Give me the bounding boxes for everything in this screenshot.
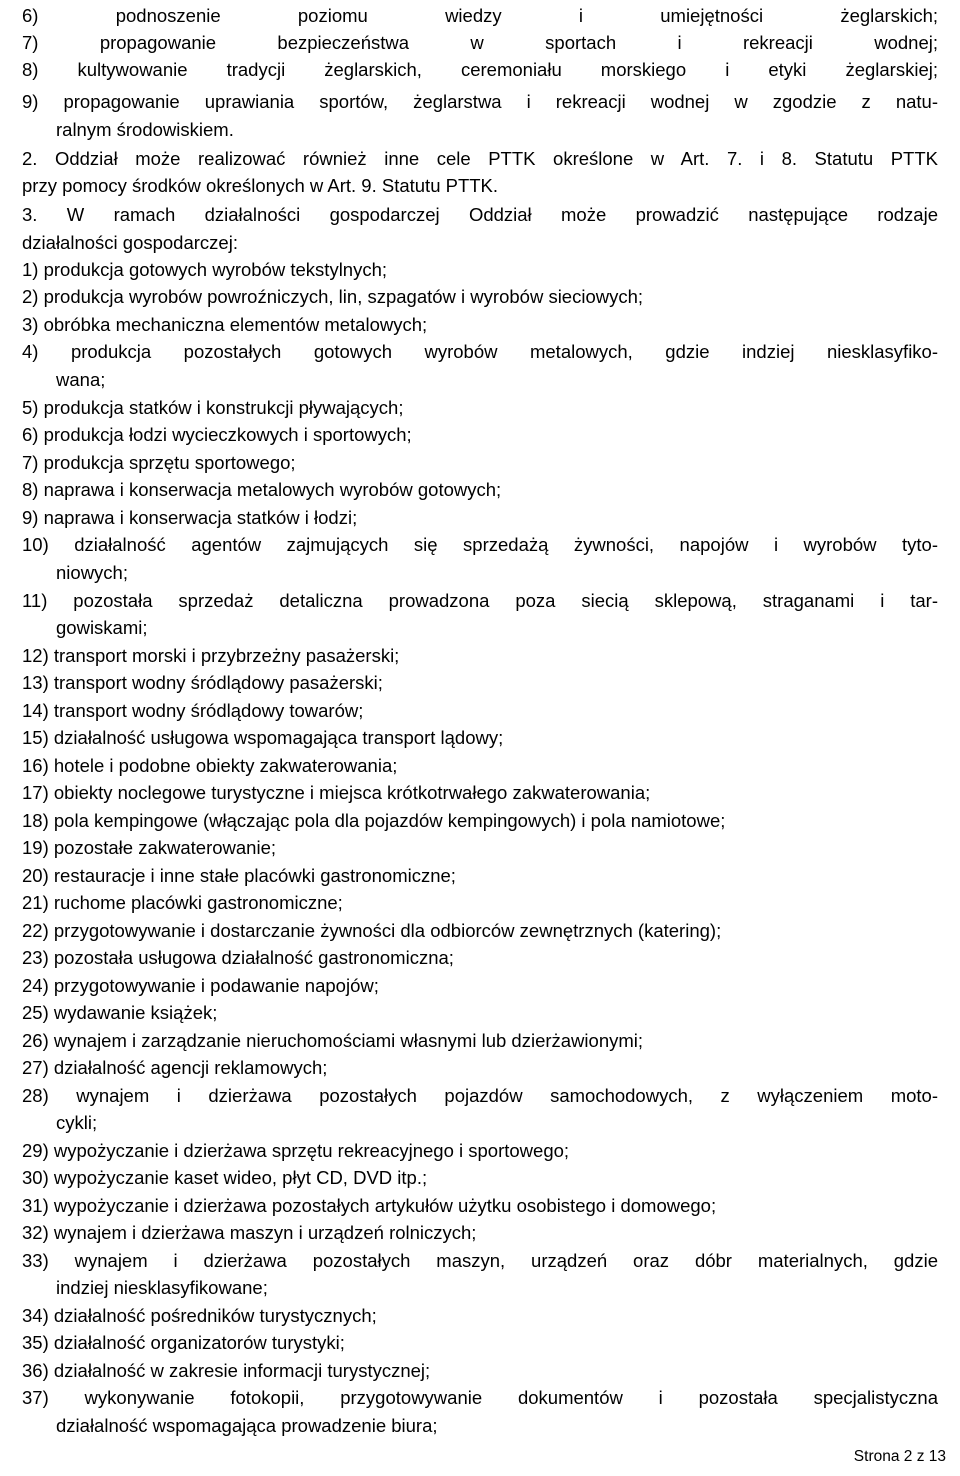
list-item: 17) obiekty noclegowe turystyczne i miejsca krótkotrwałego zakwaterowania; [22,782,651,803]
text-line: ralnym środowiskiem. [56,119,234,140]
list-item: 34) działalność pośredników turystycznych; [22,1305,377,1326]
list-item: 20) restauracje i inne stałe placówki gastronomiczne; [22,865,456,886]
list-item: 21) ruchome placówki gastronomiczne; [22,892,343,913]
list-item: 3) obróbka mechaniczna elementów metalowych; [22,314,428,335]
list-item: 33) wynajem i dzierżawa pozostałych maszyn, urządzeń oraz dóbr materialnych, gdzie [22,1250,938,1271]
text-line: 6) podnoszenie poziomu wiedzy i umiejętności żeglarskich; [22,5,938,26]
list-item: 15) działalność usługowa wspomagająca transport lądowy; [22,727,504,748]
text-line: przy pomocy środków określonych w Art. 9. Statutu PTTK. [22,175,499,196]
list-item: 6) produkcja łodzi wycieczkowych i sportowych; [22,424,412,445]
list-item-continuation: wana; [56,369,106,390]
list-item: 1) produkcja gotowych wyrobów tekstylnych; [22,259,388,280]
list-item-continuation: cykli; [56,1112,98,1133]
list-item: 25) wydawanie książek; [22,1002,218,1023]
list-item: 4) produkcja pozostałych gotowych wyrobów metalowych, gdzie indziej niesklasyfiko- [22,341,938,362]
list-item-continuation: niowych; [56,562,128,583]
text-line: 9) propagowanie uprawiania sportów, żeglarstwa i rekreacji wodnej w zgodzie z natu- [22,91,938,112]
list-item: 36) działalność w zakresie informacji turystycznej; [22,1360,431,1381]
list-item: 31) wypożyczanie i dzierżawa pozostałych artykułów użytku osobistego i domowego; [22,1195,717,1216]
text-line: 2. Oddział może realizować również inne cele PTTK określone w Art. 7. i 8. Statutu PTTK [22,148,938,169]
list-item: 16) hotele i podobne obiekty zakwaterowania; [22,755,398,776]
list-item: 5) produkcja statków i konstrukcji pływających; [22,397,404,418]
list-item: 14) transport wodny śródlądowy towarów; [22,700,364,721]
list-item: 8) naprawa i konserwacja metalowych wyrobów gotowych; [22,479,502,500]
list-item: 23) pozostała usługowa działalność gastronomiczna; [22,947,454,968]
list-item: 24) przygotowywanie i podawanie napojów; [22,975,379,996]
list-item: 2) produkcja wyrobów powroźniczych, lin, szpagatów i wyrobów sieciowych; [22,286,644,307]
text-line: 7) propagowanie bezpieczeństwa w sportach i rekreacji wodnej; [22,32,938,53]
list-item: 30) wypożyczanie kaset wideo, płyt CD, DVD itp.; [22,1167,428,1188]
list-item: 12) transport morski i przybrzeżny pasażerski; [22,645,400,666]
list-item: 32) wynajem i dzierżawa maszyn i urządzeń rolniczych; [22,1222,477,1243]
list-item-continuation: gowiskami; [56,617,148,638]
list-item: 18) pola kempingowe (włączając pola dla pojazdów kempingowych) i pola namiotowe; [22,810,726,831]
list-item: 29) wypożyczanie i dzierżawa sprzętu rekreacyjnego i sportowego; [22,1140,570,1161]
text-line: działalności gospodarczej: [22,232,238,253]
list-item: 22) przygotowywanie i dostarczanie żywności dla odbiorców zewnętrznych (katering); [22,920,722,941]
list-item: 37) wykonywanie fotokopii, przygotowywanie dokumentów i pozostała specjalistyczna [22,1387,938,1408]
list-item: 19) pozostałe zakwaterowanie; [22,837,277,858]
page-number: Strona 2 z 13 [853,1448,946,1465]
list-item: 35) działalność organizatorów turystyki; [22,1332,345,1353]
list-item: 7) produkcja sprzętu sportowego; [22,452,296,473]
list-item: 26) wynajem i zarządzanie nieruchomościami własnymi lub dzierżawionymi; [22,1030,644,1051]
list-item: 10) działalność agentów zajmujących się sprzedażą żywności, napojów i wyrobów tyto- [22,534,938,555]
list-item-continuation: indziej niesklasyfikowane; [56,1277,268,1298]
text-line: 3. W ramach działalności gospodarczej Oddział może prowadzić następujące rodzaje [22,204,938,225]
list-item-continuation: działalność wspomagająca prowadzenie biura; [56,1415,438,1436]
list-item: 11) pozostała sprzedaż detaliczna prowadzona poza siecią sklepową, straganami i tar- [22,590,938,611]
list-item: 13) transport wodny śródlądowy pasażerski; [22,672,383,693]
text-line: 8) kultywowanie tradycji żeglarskich, ceremoniału morskiego i etyki żeglarskiej; [22,59,938,80]
list-item: 9) naprawa i konserwacja statków i łodzi; [22,507,358,528]
list-item: 27) działalność agencji reklamowych; [22,1057,328,1078]
list-item: 28) wynajem i dzierżawa pozostałych pojazdów samochodowych, z wyłączeniem moto- [22,1085,938,1106]
